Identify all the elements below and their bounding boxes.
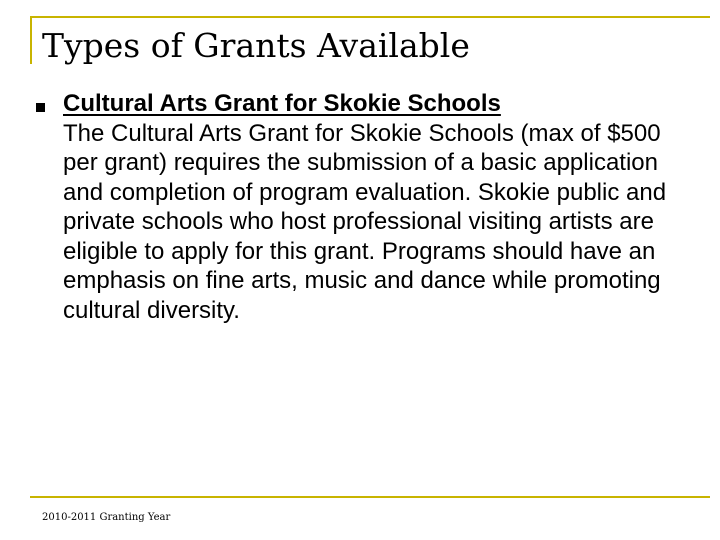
slide-title: Types of Grants Available	[42, 26, 470, 65]
slide-frame-left-rule	[30, 16, 32, 64]
square-bullet-icon	[36, 103, 45, 112]
bullet-heading: Cultural Arts Grant for Skokie Schools	[63, 90, 501, 117]
slide-frame-top-rule	[30, 16, 710, 18]
bullet-body: The Cultural Arts Grant for Skokie Schools (max of $500 per grant) requires the submission of a basic application and completion of program evaluation. Skokie public and private schools who host professional visiting artists are eligible to apply for this grant. Programs should have an emphasis on fine arts, music and dance while promoting cultural diversity.	[63, 119, 667, 324]
bullet-item	[63, 89, 668, 325]
slide-frame-bottom-rule	[30, 496, 710, 498]
slide-footer: 2010-2011 Granting Year	[42, 512, 171, 523]
